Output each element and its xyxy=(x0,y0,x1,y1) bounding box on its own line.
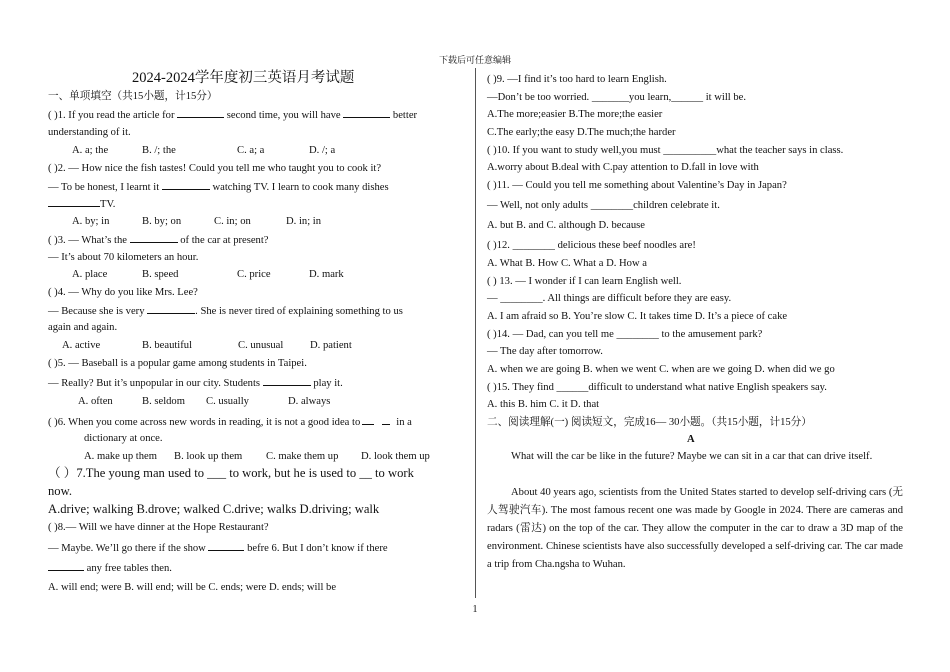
question-12: ( )12. ________ delicious these beef noodles are! xyxy=(487,240,696,251)
question-14-options: A. when we are going B. when we went C. when are we going D. when did we go xyxy=(487,364,835,375)
question-10-options: A.worry about B.deal with C.pay attention to D.fall in love with xyxy=(487,162,759,173)
question-2-answer: — To be honest, I learnt it watching TV. I learn to cook many dishes xyxy=(48,182,389,193)
section-2-heading: 二、阅读理解(一) 阅读短文，完成16— 30小题。（共15小题，计15分） xyxy=(487,417,812,428)
question-10: ( )10. If you want to study well,you must __________what the teacher says in class. xyxy=(487,145,844,156)
page-number: 1 xyxy=(472,604,478,615)
answer-blank xyxy=(263,376,311,386)
question-1-continued: understanding of it. xyxy=(48,127,131,138)
answer-blank xyxy=(177,108,224,118)
question-3: ( )3. — What’s the of the car at present? xyxy=(48,235,269,246)
question-6-continued: dictionary at once. xyxy=(84,433,163,444)
question-5-options: A. often B. seldom C. usually D. always xyxy=(78,396,331,407)
question-14-answer: — The day after tomorrow. xyxy=(487,346,603,357)
question-3-answer: — It’s about 70 kilometers an hour. xyxy=(48,252,199,263)
question-8-answer: — Maybe. We’ll go there if the show befre 6. But I don’t know if there xyxy=(48,543,388,554)
passage-a-label: A xyxy=(687,434,695,445)
passage-paragraph-2: About 40 years ago, scientists from the United States started to develop self-driving cars (无人驾驶汽车). The most famous recent one was made by Google in 2024. There are cameras and radars (雷达) on the top of the car. They allow the computer in the car to draw a 3D map of the environment. Chinese scientists have also successfully developed a self-driving car. The car made a trip from Cha.ngsha to Wuhan. xyxy=(487,487,903,570)
question-9-options-1: A.The more;easier B.The more;the easier xyxy=(487,109,663,120)
question-2-options: A. by; in B. by; on C. in; on D. in; in xyxy=(72,216,322,227)
exam-title: 2024-2024学年度初三英语月考试题 xyxy=(132,70,355,86)
question-14: ( )14. — Dad, can you tell me ________ to the amusement park? xyxy=(487,329,763,340)
answer-blank xyxy=(48,197,100,207)
question-7-options: A.drive; walking B.drove; walked C.drive; walks D.driving; walk xyxy=(48,502,380,516)
question-2: ( )2. — How nice the fish tastes! Could you tell me who taught you to cook it? xyxy=(48,163,382,174)
passage-paragraph-1: What will the car be like in the future? Maybe we can sit in a car that can drive itself. xyxy=(511,451,873,462)
question-13-options: A. I am afraid so B. You’re slow C. It takes time D. It’s a piece of cake xyxy=(487,311,788,322)
question-11-options: A. but B. and C. although D. because xyxy=(487,220,645,231)
question-5: ( )5. — Baseball is a popular game among students in Taipei. xyxy=(48,358,307,369)
question-7: （ ）7.The young man used to ___ to work, but he is used to __ to work xyxy=(48,466,414,480)
question-15: ( )15. They find ______difficult to understand what native English speakers say. xyxy=(487,382,827,393)
question-4-continued: again and again. xyxy=(48,322,118,333)
question-2-continued: TV. xyxy=(48,197,115,211)
answer-blank xyxy=(343,108,390,118)
question-9: ( )9. —I find it’s too hard to learn English. xyxy=(487,74,667,85)
answer-blank xyxy=(382,415,390,425)
question-8-continued: any free tables then. xyxy=(48,561,172,575)
question-9-options-2: C.The early;the easy D.The much;the harder xyxy=(487,127,676,138)
question-13-answer: — ________. All things are difficult before they are easy. xyxy=(487,293,732,304)
answer-blank xyxy=(48,561,84,571)
question-8-options: A. will end; were B. will end; will be C. ends; were D. ends; will be xyxy=(48,582,337,593)
question-4: ( )4. — Why do you like Mrs. Lee? xyxy=(48,287,198,298)
header-note: 下载后可任意编辑 xyxy=(438,55,511,65)
answer-blank xyxy=(162,180,210,190)
answer-blank xyxy=(130,233,178,243)
question-6: ( )6. When you come across new words in reading, it is not a good idea to in a xyxy=(48,417,412,428)
question-11: ( )11. — Could you tell me something about Valentine’s Day in Japan? xyxy=(487,180,787,191)
answer-blank xyxy=(362,415,374,425)
question-6-options: A. make up them B. look up them C. make them up D. look them up xyxy=(84,451,430,462)
answer-blank xyxy=(147,304,195,314)
question-1-options: A. a; the B. /; the C. a; a D. /; a xyxy=(72,145,336,156)
question-5-answer: — Really? But it’s unpopular in our city. Students play it. xyxy=(48,378,343,389)
question-4-options: A. active B. beautiful C. unusual D. patient xyxy=(62,340,352,351)
question-1: ( )1. If you read the article for second time, you will have better xyxy=(48,110,418,121)
question-8: ( )8.— Will we have dinner at the Hope Restaurant? xyxy=(48,522,269,533)
question-13: ( ) 13. — I wonder if I can learn English well. xyxy=(487,276,682,287)
section-1-heading: 一、单项填空（共15小题，计15分） xyxy=(48,91,218,102)
question-3-options: A. place B. speed C. price D. mark xyxy=(72,269,344,280)
question-4-answer: — Because she is very . She is never tired of explaining something to us xyxy=(48,306,403,317)
question-12-options: A. What B. How C. What a D. How a xyxy=(487,258,647,269)
question-9-answer: —Don’t be too worried. _______you learn,______ it will be. xyxy=(487,92,747,103)
column-divider xyxy=(475,68,476,598)
question-7-continued: now. xyxy=(48,484,73,498)
question-11-answer: — Well, not only adults ________children celebrate it. xyxy=(487,200,720,211)
answer-blank xyxy=(208,541,244,551)
question-15-options: A. this B. him C. it D. that xyxy=(487,399,600,410)
